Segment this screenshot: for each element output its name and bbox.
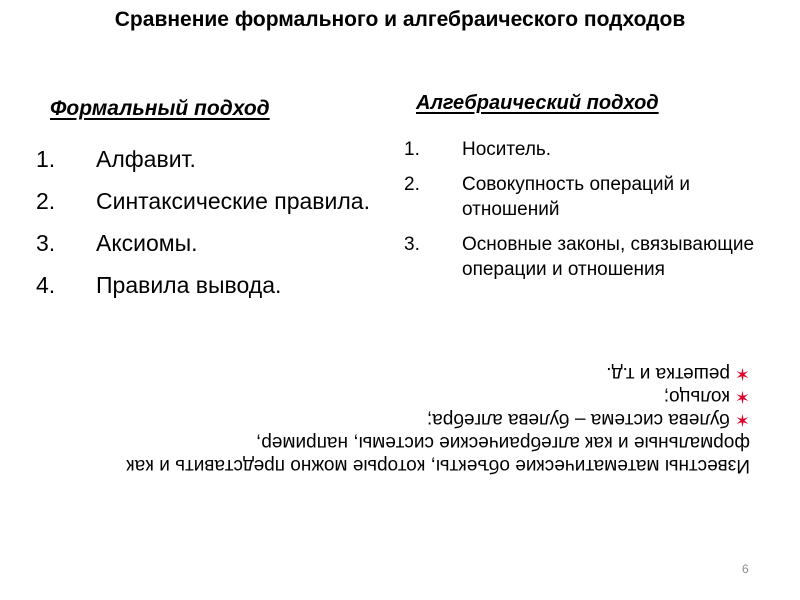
list-number: 1. [36, 146, 56, 172]
bullet-text: булева система – булева алгебра; [426, 409, 730, 430]
page-number: 6 [742, 562, 749, 576]
list-number: 2. [404, 174, 420, 195]
algebraic-approach-heading: Алгебраический подход [416, 92, 659, 114]
bullet-text: решетка и т.д. [606, 363, 730, 384]
list-item [36, 186, 376, 216]
list-item [36, 228, 376, 258]
list-text: Основные законы, связывающие операции и отношения [462, 234, 755, 280]
list-item [404, 232, 774, 282]
slide-title: Сравнение формального и алгебраического подходов [114, 8, 686, 31]
bullet-item [70, 385, 750, 408]
list-item [404, 137, 774, 162]
list-number: 2. [36, 188, 56, 214]
list-text: Аксиомы. [96, 230, 198, 256]
list-text: Синтаксические правила. [96, 188, 370, 214]
upside-down-text-block [70, 362, 750, 477]
list-text: Правила вывода. [96, 272, 282, 298]
bullet-item [70, 408, 750, 431]
formal-approach-list [36, 144, 376, 312]
list-text: Алфавит. [96, 146, 196, 172]
bullet-item [70, 362, 750, 385]
list-number: 3. [36, 230, 56, 256]
list-text: Носитель. [462, 139, 552, 160]
formal-approach-heading: Формальный подход [50, 97, 270, 120]
list-item [36, 144, 376, 174]
list-text: Совокупность операций и отношений [462, 174, 691, 220]
algebraic-approach-list [404, 137, 774, 292]
list-number: 3. [404, 234, 420, 255]
star-bullet-icon: ✶ [734, 387, 750, 407]
list-item [404, 172, 774, 222]
list-item [36, 270, 376, 300]
list-number: 4. [36, 272, 56, 298]
star-bullet-icon: ✶ [734, 410, 750, 430]
bullet-text: кольцо; [663, 386, 730, 407]
list-number: 1. [404, 139, 420, 160]
upside-down-paragraph: Известны математические объекты, которые можно представить и как формальные и как алгебраические системы, например, [126, 432, 750, 476]
star-bullet-icon: ✶ [734, 364, 750, 384]
